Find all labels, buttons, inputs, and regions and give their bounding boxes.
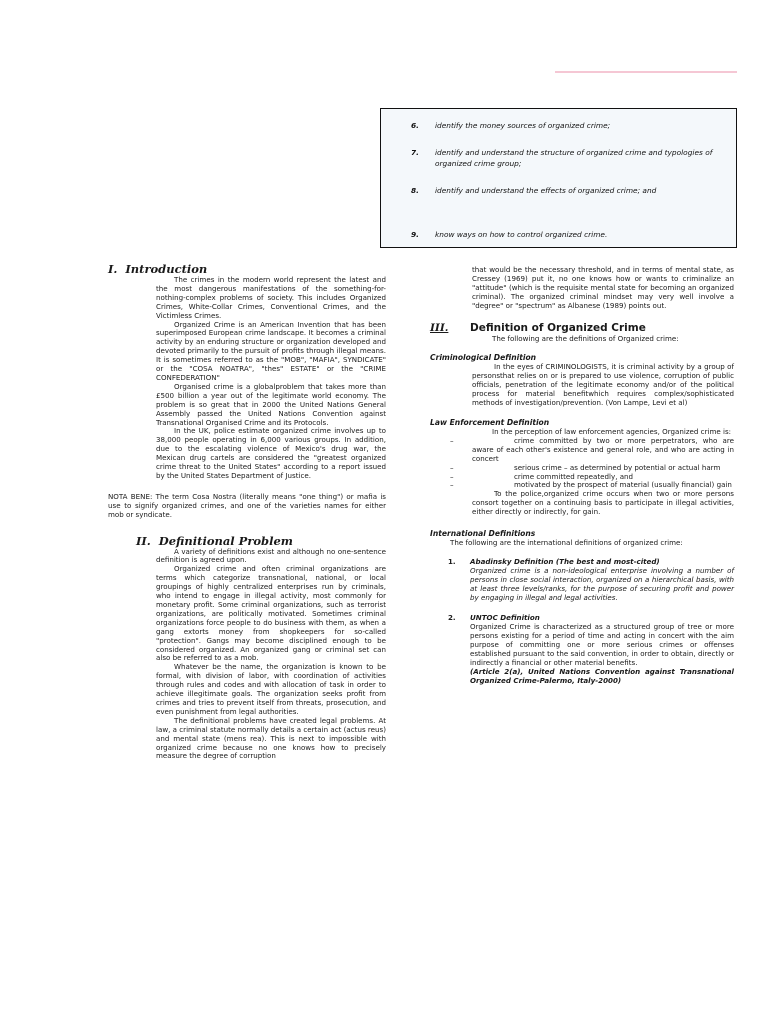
- section-heading-definition: [430, 321, 734, 335]
- law-enforcement-item-text: crime committed repeatedly, and: [514, 471, 634, 481]
- criminological-text: In the eyes of CRIMINOLOGISTS, it is criminal activity by a group of personsthat relies on or is prepared to use violence, corruption of public officials, penetration of the legitimate economy and/or of the political process for material benefitwhich requires complex/sophisticated methods of investigation/prevention. (Von Lampe, Levi et al): [472, 362, 734, 408]
- international-item-title: UNTOC Definition: [470, 613, 540, 623]
- law-enforcement-closing: To the police,organized crime occurs when two or more persons consort together on a continuing basis to participate in illegal activities, either directly or indirectly, for gain.: [472, 489, 734, 517]
- dash-bullet: –: [450, 462, 454, 472]
- section-number: III.: [430, 321, 449, 334]
- objective-text: identify and understand the effects of organized crime; and: [435, 186, 657, 195]
- definitional-body: [108, 548, 386, 762]
- objectives-box: [380, 108, 737, 248]
- nota-bene: NOTA BENE: The term Cosa Nostra (literally means "one thing") or mafia is use to signify organized crimes, and one of the varieties names for either mob or syndicate.: [108, 491, 386, 519]
- criminological-heading: Criminological Definition: [430, 353, 537, 363]
- right-column: [430, 266, 734, 686]
- dash-bullet: –: [450, 480, 454, 490]
- intro-paragraph: In the UK, police estimate organized crime involves up to 38,000 people operating in 6,000 various groups. In addition, due to the escalating violence of Mexico's drug war, the Mexican drug cartels are considered the "greatest organized crime threat to the United States" according to a report issued by the United States Department of Justice.: [156, 426, 386, 480]
- international-item-citation: (Article 2(a), United Nations Convention against Transnational Organized Crime-Palermo, Italy-2000): [470, 666, 734, 685]
- law-enforcement-item: [450, 435, 734, 464]
- objective-number: 9.: [411, 230, 419, 239]
- international-body: [430, 539, 734, 686]
- law-enforcement-item-text: motivated by the prospect of material (usually financial) gain: [514, 480, 732, 490]
- international-item-text: Organized crime is a non-ideological enterprise involving a number of persons in close social interaction, organized on a hierarchical basis, with at least three levels/ranks, for the purpose of securing profit and power by engaging in illegal and legal activities.: [470, 565, 734, 602]
- international-item: [450, 558, 734, 603]
- definitional-paragraph: Organized crime and often criminal organizations are terms which categorize transnational, national, or local groupings of highly centralized enterprises run by criminals, who intend to engage in illegal activity, most commonly for monetary profit. Some criminal organizations, such as terrorist organizations, are politically motivated. Sometimes criminal organizations force people to do business with them, as when a gang extorts money from shopkeepers for so-called "protection". Gangs may become disciplined enough to be considered organized. An organized gang or criminal set can also be referred to as a mob.: [156, 564, 386, 663]
- section-heading-introduction: [108, 262, 386, 276]
- objective-number: 7.: [411, 148, 419, 157]
- criminological-body: [430, 363, 734, 408]
- law-enforcement-intro: In the perception of law enforcement agencies, Organized crime is:: [492, 426, 732, 436]
- intro-paragraph: Organised crime is a globalproblem that takes more than £500 billion a year out of the legitimate world economy. The problem is so great that in 2000 the United Nations General Assembly passed the United Nations Convention against Transnational Organised Crime and its Protocols.: [156, 381, 386, 427]
- objective-number: 6.: [411, 121, 419, 130]
- section-heading-definitional-problem: [108, 534, 386, 548]
- international-item: [450, 614, 734, 685]
- international-item-number: 2.: [448, 613, 456, 623]
- left-column: [108, 262, 386, 761]
- top-decorative-rule: [555, 71, 737, 73]
- international-item-number: 1.: [448, 556, 456, 566]
- section-title: Definition of Organized Crime: [470, 321, 646, 334]
- definitional-paragraph: that would be the necessary threshold, and in terms of mental state, as Cressey (1969) put it, no one knows how or wants to criminalize an "attitude" (which is the requisite mental state for becoming an organized criminal). The organized criminal mindset may very well involve a "degree" or "spectrum" as Albanese (1989) points out.: [472, 265, 734, 310]
- law-enforcement-item-text: serious crime – as determined by potential or actual harm: [514, 462, 721, 472]
- law-enforcement-item: [450, 480, 734, 490]
- objective-text: know ways on how to control organized crime.: [435, 230, 608, 239]
- objective-text: identify the money sources of organized crime;: [435, 121, 611, 130]
- definitional-paragraph: Whatever be the name, the organization is known to be formal, with division of labor, with coordination of activities through rules and codes and with allocation of task in order to achieve illegitimate goals. The organization seeks profit from crimes and tries to prevent itself from threats, prosecution, and even punishment from legal authorities.: [156, 662, 386, 716]
- law-enforcement-body: [430, 428, 734, 517]
- dash-bullet: –: [450, 435, 454, 445]
- definition-intro: The following are the definitions of Organized crime:: [492, 333, 679, 343]
- intro-paragraph: The crimes in the modern world represent the latest and the most dangerous manifestations of the something-for-nothing-complex problems of society. This includes Organized Crimes, White-Collar Crimes, Conventional Crimes, and the Victimless Crimes.: [156, 275, 386, 320]
- section-title: Introduction: [125, 262, 208, 276]
- section-number: I.: [108, 262, 118, 276]
- section-title: Definitional Problem: [158, 533, 293, 548]
- international-item-title: Abadinsky Definition (The best and most-cited): [470, 556, 660, 566]
- definitional-paragraph: The definitional problems have created legal problems. At law, a criminal statute normally details a certain act (actus reus) and mental state (mens rea). This is next to impossible with organized crime because no one knows how to precisely measure the degree of corruption: [156, 715, 386, 761]
- intro-paragraph: Organized Crime is an American Invention that has been superimposed European crime landscape. It becomes a criminal activity by an enduring structure or organization developed and devoted primarily to the pursuit of profits through illegal means. It is sometimes referred to as the "MOB", "MAFIA", SYNDICATE" or the "COSA NOATRA", "thes" ESTATE" or the "CRIME CONFEDERATION": [156, 319, 386, 382]
- international-item-text: Organized Crime is characterized as a structured group of tree or more persons existing for a period of time and acting in concert with the aim purpose of committing one or more serious crimes or offenses established pursuant to the said convention, in order to obtain, directly or indirectly a financial or other material benefits.: [470, 622, 734, 667]
- law-enforcement-item-text: crime committed by two or more perpetrators, who are aware of each other's existence and general role, and who are acting in concert: [472, 435, 734, 463]
- dash-bullet: –: [450, 471, 454, 481]
- definitional-continued: [430, 266, 734, 311]
- definitional-paragraph: A variety of definitions exist and although no one-sentence definition is agreed upon.: [156, 546, 386, 565]
- law-enforcement-heading: Law Enforcement Definition: [430, 417, 550, 427]
- section-number: II.: [136, 533, 151, 548]
- international-intro: The following are the international definitions of organized crime:: [450, 538, 683, 548]
- international-heading: International Definitions: [430, 529, 536, 539]
- intro-body: [108, 276, 386, 481]
- objective-text: identify and understand the structure of organized crime and typologies of organized crime group;: [435, 148, 713, 168]
- objective-number: 8.: [411, 186, 419, 195]
